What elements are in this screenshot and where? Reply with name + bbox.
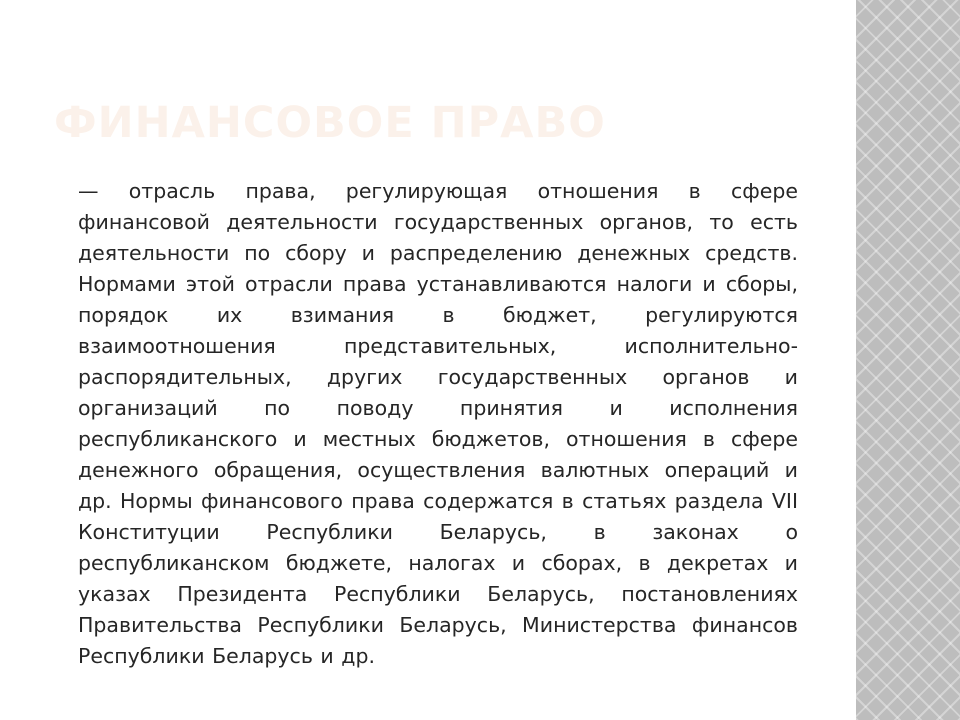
slide-title: ФИНАНСОВОЕ ПРАВО — [54, 98, 606, 148]
slide-body-text: — отрасль права, регулирующая отношения в сфере финансовой деятельности государственных органов, то есть деятельности по сбору и распределению денежных средств. Нормами этой отрасли права устанавливаются налоги и сборы, порядок их взимания в бюджет, регулируются взаимоотношения представительных, исполнительно-распорядительных, других государственных органов и организаций по поводу принятия и исполнения республиканского и местных бюджетов, отношения в сфере денежного обращения, осуществления валютных операций и др. Нормы финансового права содержатся в статьях раздела VII Конституции Республики Беларусь, в законах о республиканском бюджете, налогах и сборах, в декретах и указах Президента Республики Беларусь, постановлениях Правительства Республики Беларусь, Министерства финансов Республики Беларусь и др. — [78, 179, 798, 668]
decorative-side-pattern — [856, 0, 960, 720]
